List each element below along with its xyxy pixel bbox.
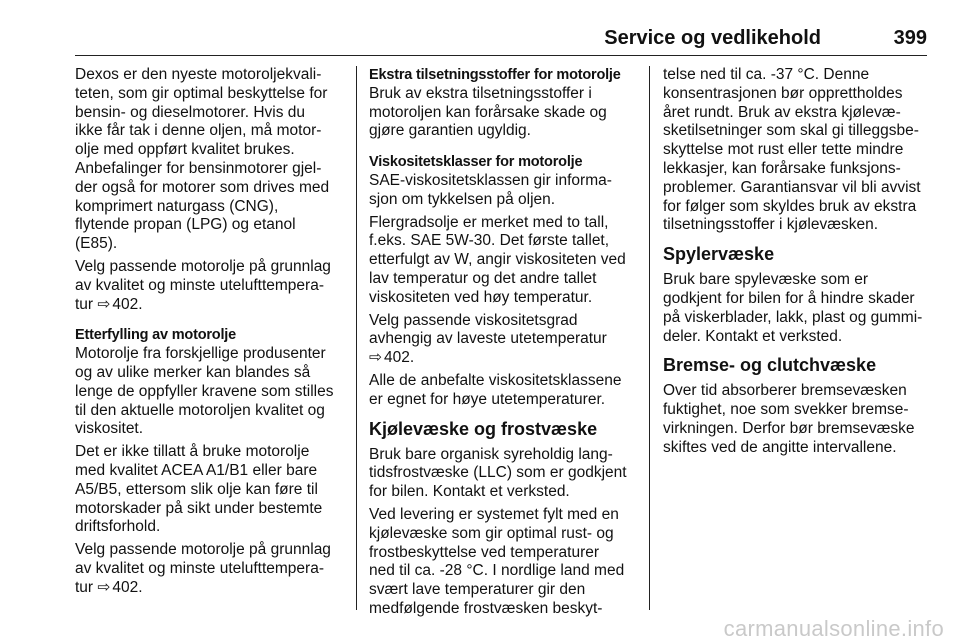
text-line: driftsforhold. (75, 518, 161, 536)
text-line: deler. Kontakt et verksted. (663, 327, 843, 345)
text-line: Dexos er den nyeste motoroljekvali- (75, 66, 322, 83)
text-line: Det er ikke tillatt å bruke motorolje (75, 443, 310, 461)
text-line: lenge de oppfyller kravene som stilles (75, 382, 334, 400)
text-line: av kvalitet og minste utelufttempera- (75, 559, 324, 577)
text-line: Bruk av ekstra tilsetningsstoffer i (369, 84, 592, 102)
text-line: Anbefalinger for bensinmotorer gjel- (75, 159, 322, 177)
paragraph (369, 312, 637, 368)
paragraph (369, 446, 637, 502)
text-line: ikke får tak i denne oljen, må motor- (75, 122, 322, 140)
text-line: lekkasjer, kan forårsake funksjons- (663, 159, 901, 177)
paragraph (369, 372, 637, 410)
text-line (75, 296, 343, 315)
paragraph (75, 66, 343, 254)
text-line: tilsetningsstoffer i kjølevæsken. (663, 216, 879, 234)
text-line: svært lave temperaturer gir den (369, 581, 586, 599)
text-line: godkjent for bilen for å hindre skader (663, 289, 915, 307)
paragraph (75, 443, 343, 537)
text-line: flytende propan (LPG) og etanol (75, 216, 296, 234)
text-line: (E85). (75, 235, 118, 253)
text-line: til den aktuelle motoroljen kvalitet og (75, 401, 325, 419)
text-line: gjøre garantien ugyldig. (369, 122, 531, 140)
paragraph (75, 345, 343, 439)
heading-brake-fluid: Bremse- og clutchvæske (663, 355, 877, 376)
watermark: carmanualsonline.info (723, 616, 944, 641)
text-line: av kvalitet og minste utelufttempera- (75, 276, 324, 294)
column-2 (369, 66, 637, 623)
paragraph (75, 541, 343, 597)
text-line: teten, som gir optimal beskyttelse for (75, 84, 328, 102)
text-line: Velg passende viskositetsgrad (369, 311, 578, 329)
column-3 (663, 66, 931, 462)
subheading-viscosity: Viskositetsklasser for motorolje (369, 154, 583, 171)
text-line: SAE-viskositetsklassen gir informa- (369, 171, 612, 189)
text-line: der også for motorer som drives med (75, 178, 330, 196)
column-divider (649, 66, 650, 610)
text-line: viskositet. (75, 420, 144, 438)
text-line: A5/B5, ettersom slik olje kan føre til (75, 480, 318, 498)
text-line: for følger som skyldes bruk av ekstra (663, 197, 917, 215)
paragraph (663, 382, 931, 457)
text-line: Flergradsolje er merket med to tall, (369, 213, 609, 231)
text-line: fuktighet, noe som svekker bremse- (663, 401, 909, 419)
text-line: problemer. Garantiansvar vil bli avvist (663, 178, 921, 196)
page-header (75, 0, 927, 56)
text-line: f.eks. SAE 5W-30. Det første tallet, (369, 232, 610, 250)
text-line (75, 579, 343, 598)
paragraph (369, 85, 637, 141)
text-line: Bruk bare spylevæske som er (663, 271, 869, 289)
column-1 (75, 66, 343, 602)
text-line: Ved levering er systemet fylt med en (369, 505, 619, 523)
text-line: skiftes ved de angitte intervallene. (663, 438, 897, 456)
text-line: Alle de anbefalte viskositetsklassene (369, 371, 622, 389)
text-line: Over tid absorberer bremsevæsken (663, 382, 907, 400)
text-line: telse ned til ca. -37 °C. Denne (663, 66, 870, 83)
page-reference-icon: ⇨ (369, 349, 382, 367)
page-reference-link[interactable]: 402. (112, 295, 143, 313)
text-line: lav temperatur og det andre tallet (369, 269, 597, 287)
text-line: året rundt. Bruk av ekstra kjølevæ- (663, 103, 901, 121)
page-reference-link[interactable]: 402. (112, 578, 143, 596)
text-line: Velg passende motorolje på grunnlag (75, 541, 331, 559)
ref-prefix: tur (75, 578, 98, 596)
page-reference-link[interactable]: 402. (384, 349, 415, 367)
text-line: bensin- og dieselmotorer. Hvis du (75, 103, 306, 121)
text-line: frostbeskyttelse ved temperaturer (369, 543, 600, 561)
text-line: Bruk bare organisk syreholdig lang- (369, 445, 613, 463)
text-line: komprimert naturgass (CNG), (75, 197, 279, 215)
paragraph (75, 258, 343, 314)
heading-washer-fluid: Spylervæske (663, 244, 775, 265)
section-title: Service og vedlikehold (604, 27, 821, 49)
text-line: avhengig av laveste utetemperatur (369, 330, 607, 348)
text-line: kjølevæske som gir optimal rust- og (369, 524, 614, 542)
page-number: 399 (893, 27, 927, 49)
text-line: Motorolje fra forskjellige produsenter (75, 345, 326, 363)
heading-coolant: Kjølevæske og frostvæske (369, 418, 598, 439)
page-reference-icon: ⇨ (97, 295, 111, 313)
text-line: Velg passende motorolje på grunnlag (75, 257, 331, 275)
text-line: viskositeten ved høy temperatur. (369, 288, 593, 306)
ref-prefix: tur (75, 295, 98, 313)
paragraph (369, 214, 637, 308)
text-line: på viskerblader, lakk, plast og gummi- (663, 308, 923, 326)
text-line: ned til ca. -28 °C. I nordlige land med (369, 562, 625, 580)
paragraph (369, 506, 637, 619)
page-reference-icon: ⇨ (97, 578, 111, 596)
text-line: tidsfrostvæske (LLC) som er godkjent (369, 464, 627, 482)
subheading-additives: Ekstra tilsetningsstoffer for motorolje (369, 67, 621, 83)
text-line: og av ulike merker kan blandes så (75, 363, 311, 381)
header-rule (75, 55, 927, 56)
paragraph (663, 271, 931, 346)
paragraph (663, 66, 931, 235)
text-line: er egnet for høye utetemperaturer. (369, 390, 606, 408)
subheading-refill: Etterfylling av motorolje (75, 327, 236, 344)
text-line: for bilen. Kontakt et verksted. (369, 483, 570, 501)
text-line: motorskader på sikt under bestemte (75, 499, 323, 517)
column-divider (356, 66, 357, 610)
paragraph (369, 172, 637, 210)
text-line: olje med oppført kvalitet brukes. (75, 141, 295, 159)
text-line: etterfulgt av W, angir viskositeten ved (369, 251, 626, 269)
text-line: medfølgende frostvæsken beskyt- (369, 599, 603, 617)
text-line: konsentrasjonen bør opprettholdes (663, 84, 903, 102)
text-line: virkningen. Derfor bør bremsevæske (663, 419, 915, 437)
text-line: sketilsetninger som skal gi tilleggsbe- (663, 122, 919, 140)
text-line: motoroljen kan forårsake skade og (369, 103, 607, 121)
text-line: skyttelse mot rust eller tette mindre (663, 141, 904, 159)
text-line: med kvalitet ACEA A1/B1 eller bare (75, 461, 318, 479)
text-line (369, 349, 637, 368)
text-line: sjon om tykkelsen på oljen. (369, 190, 556, 208)
